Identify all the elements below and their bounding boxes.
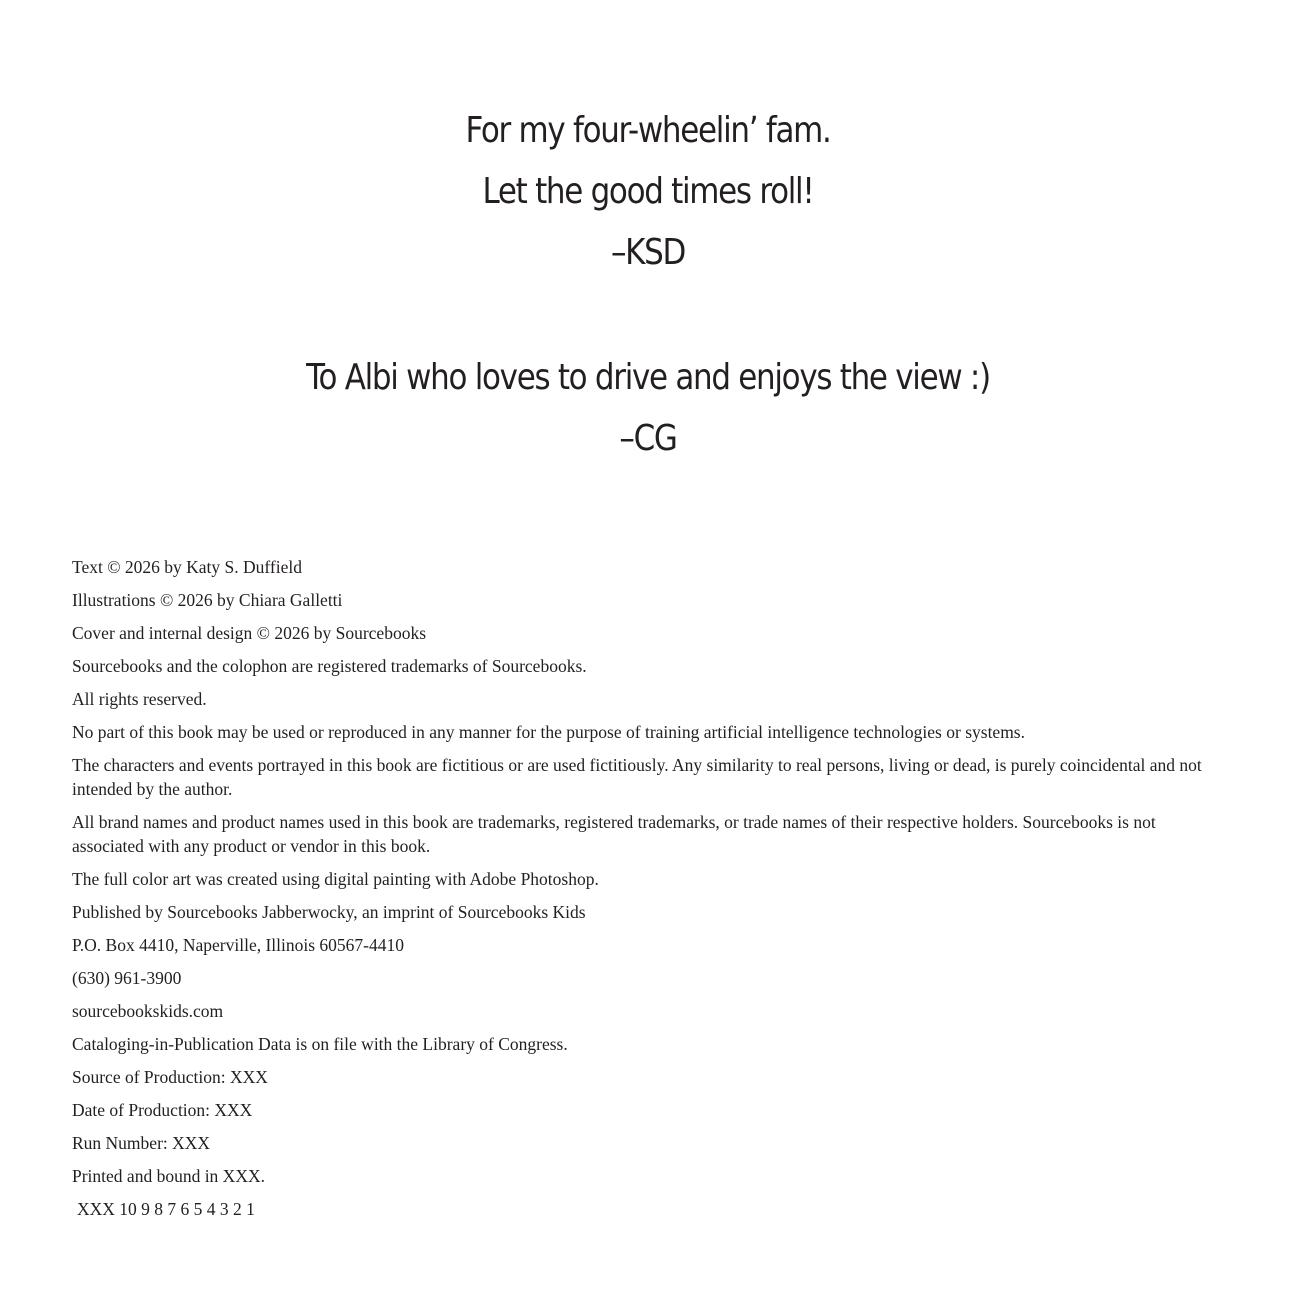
art-note: The full color art was created using digital painting with Adobe Photoshop. bbox=[72, 869, 599, 889]
copyright-block bbox=[72, 555, 1202, 1230]
cip-notice: Cataloging-in-Publication Data is on file with the Library of Congress. bbox=[72, 1034, 568, 1054]
ai-notice: No part of this book may be used or reproduced in any manner for the purpose of training artificial intelligence technologies or systems. bbox=[72, 722, 1025, 742]
dedication-signature: –KSD bbox=[610, 232, 686, 273]
address: P.O. Box 4410, Naperville, Illinois 60567-4410 bbox=[72, 935, 404, 955]
design-credit: Cover and internal design © 2026 by Sourcebooks bbox=[72, 623, 426, 643]
run-number: Run Number: XXX bbox=[72, 1133, 211, 1153]
publisher: Published by Sourcebooks Jabberwocky, an imprint of Sourcebooks Kids bbox=[72, 902, 586, 922]
website: sourcebookskids.com bbox=[72, 1001, 224, 1021]
phone: (630) 961-3900 bbox=[72, 968, 182, 988]
dedication-line: To Albi who loves to drive and enjoys the view :) bbox=[306, 357, 990, 398]
source-of-production: Source of Production: XXX bbox=[72, 1067, 268, 1087]
dedication-signature: –CG bbox=[619, 418, 677, 459]
rights-notice: All rights reserved. bbox=[72, 689, 207, 709]
dedication-illustrator bbox=[91, 347, 1206, 469]
illustrations-credit: Illustrations © 2026 by Chiara Galletti bbox=[72, 590, 343, 610]
dedication-line: For my four-wheelin’ fam. bbox=[465, 110, 831, 151]
dedication-authors bbox=[91, 100, 1206, 283]
dedication-line: Let the good times roll! bbox=[482, 171, 814, 212]
text-credit: Text © 2026 by Katy S. Duffield bbox=[72, 557, 302, 577]
brand-disclaimer: All brand names and product names used in this book are trademarks, registered trademarks, or trade names of their respective holders. Sourcebooks is not associated with any product or vendor in this book. bbox=[72, 812, 1156, 856]
trademark-notice: Sourcebooks and the colophon are registered trademarks of Sourcebooks. bbox=[72, 656, 587, 676]
date-of-production: Date of Production: XXX bbox=[72, 1100, 253, 1120]
printing-line: XXX 10 9 8 7 6 5 4 3 2 1 bbox=[77, 1199, 255, 1219]
printed-in: Printed and bound in XXX. bbox=[72, 1166, 265, 1186]
fiction-disclaimer: The characters and events portrayed in this book are fictitious or are used fictitiously. Any similarity to real persons, living or dead, is purely coincidental and not intended by the author. bbox=[72, 755, 1202, 799]
